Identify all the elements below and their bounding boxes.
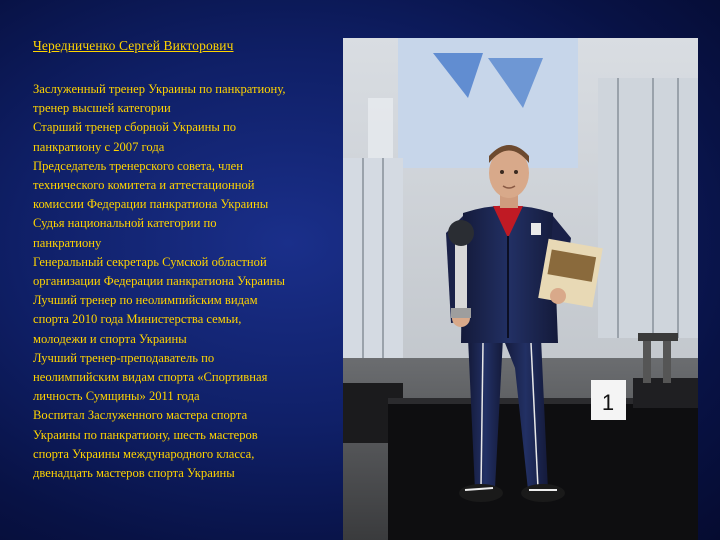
bio-line: неолимпийским видам спорта «Спортивная [33, 370, 268, 385]
bio-line: двенадцать мастеров спорта Украины [33, 466, 235, 481]
bio-line: Судья национальной категории по [33, 216, 217, 231]
bio-line: Председатель тренерского совета, член [33, 158, 244, 173]
bio-line: личность Сумщины» 2011 года [33, 389, 200, 404]
bio-line: Воспитал Заслуженного мастера спорта [33, 408, 248, 423]
bio-line: организации Федерации панкратиона Украины [33, 274, 285, 289]
bio-line: технического комитета и аттестационной [33, 178, 255, 193]
podium-number: 1 [601, 390, 615, 415]
bio-line: панкратиону с 2007 года [33, 139, 165, 154]
bio-line: Старший тренер сборной Украины по [33, 120, 237, 135]
bio-line: Генеральный секретарь Сумской областной [33, 254, 267, 269]
bio-line: панкратиону [33, 235, 102, 250]
bio-text [33, 80, 353, 483]
bio-line: Заслуженный тренер Украины по панкратиону, [33, 82, 286, 96]
coach-photo [343, 38, 698, 540]
bio-line: тренер высшей категории [33, 101, 171, 116]
bio-line: молодежи и спорта Украины [33, 331, 187, 346]
bio-line: Украины по панкратиону, шесть мастеров [33, 427, 258, 442]
slide-title: Чередниченко Сергей Викторович [33, 38, 234, 53]
bio-line: спорта 2010 года Министерства семьи, [33, 312, 242, 327]
bio-line: Лучший тренер-преподаватель по [33, 350, 215, 365]
bio-line: Лучший тренер по неолимпийским видам [33, 293, 258, 308]
bio-line: спорта Украины международного класса, [33, 446, 255, 461]
bio-line: комиссии Федерации панкратиона Украины [33, 197, 269, 212]
